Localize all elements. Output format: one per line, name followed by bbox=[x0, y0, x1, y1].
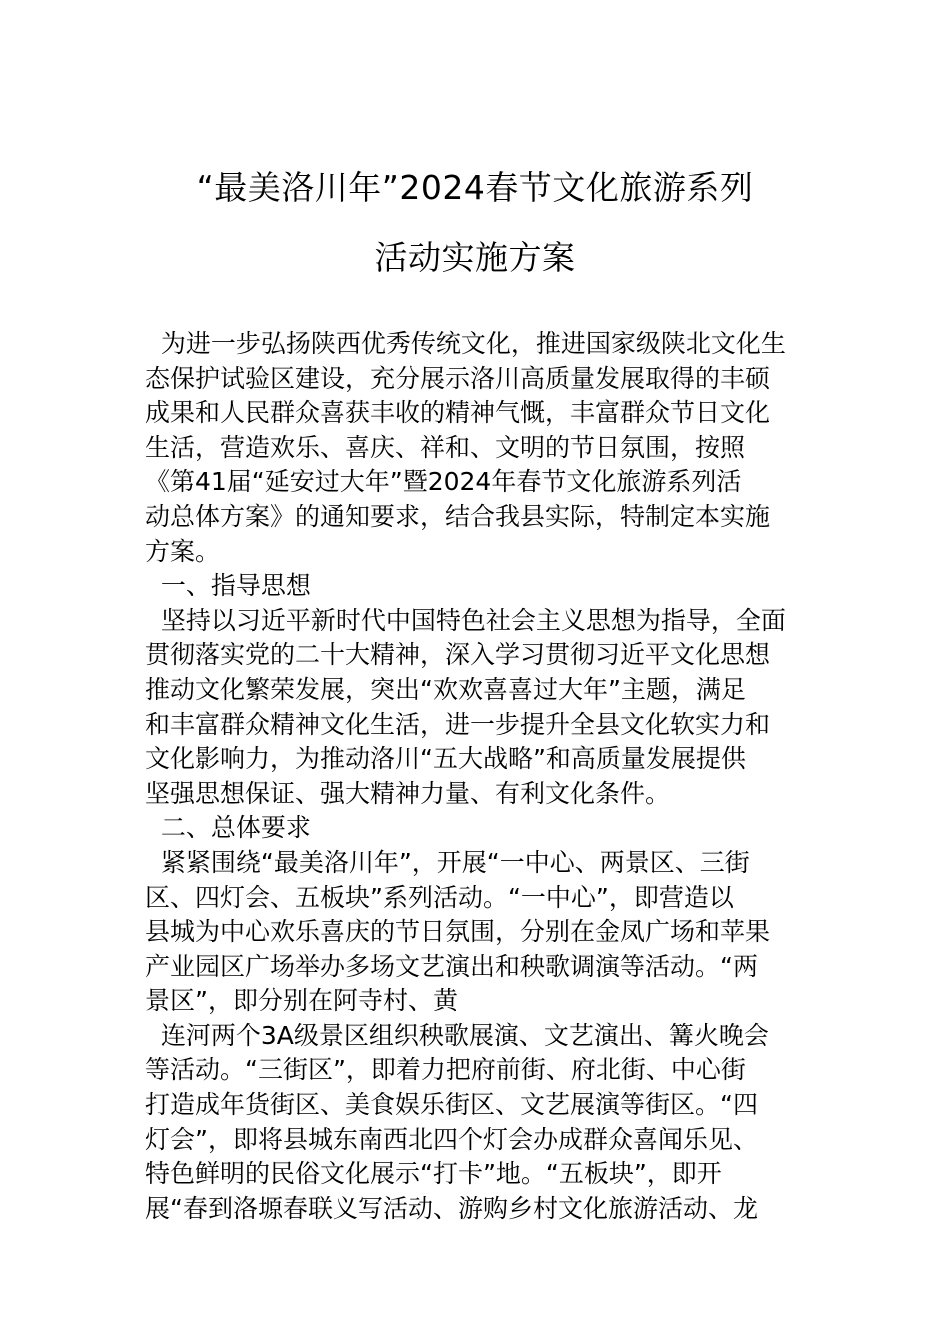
body-line: 县城为中心欢乐喜庆的节日氛围，分别在金凤广场和苹果 bbox=[145, 917, 771, 947]
document-title-line-2: 活动实施方案 bbox=[374, 238, 576, 277]
body-line: 坚强思想保证、强大精神力量、有利文化条件。 bbox=[145, 778, 671, 808]
body-line: 连河两个3A级景区组织秧歌展演、文艺演出、篝火晚会 bbox=[145, 1020, 769, 1050]
body-line: 展“春到洛塬春联义写活动、游购乡村文化旅游活动、龙 bbox=[145, 1193, 758, 1223]
body-line: 为进一步弘扬陕西优秀传统文化，推进国家级陕北文化生 bbox=[145, 329, 786, 358]
body-line: 坚持以习近平新时代中国特色社会主义思想为指导，全面 bbox=[145, 605, 786, 635]
document-body bbox=[145, 327, 815, 1226]
body-line: 灯会”，即将县城东南西北四个灯会办成群众喜闻乐见、 bbox=[145, 1124, 758, 1154]
body-line: 和丰富群众精神文化生活，进一步提升全县文化软实力和 bbox=[145, 709, 771, 739]
body-line: 特色鲜明的民俗文化展示“打卡”地。“五板块”，即开 bbox=[145, 1159, 722, 1189]
body-line: 一、指导思想 bbox=[145, 571, 311, 601]
body-line: 等活动。“三街区”，即着力把府前街、府北街、中心街 bbox=[145, 1055, 746, 1085]
document-title-line-1: “最美洛川年”2024春节文化旅游系列 bbox=[196, 168, 754, 207]
body-line: 动总体方案》的通知要求，结合我县实际，特制定本实施 bbox=[145, 501, 771, 531]
body-line: 文化影响力，为推动洛川“五大战略”和高质量发展提供 bbox=[145, 744, 746, 774]
body-line: 景区”，即分别在阿寺村、黄 bbox=[145, 986, 458, 1016]
body-line: 生活，营造欢乐、喜庆、祥和、文明的节日氛围，按照 bbox=[145, 432, 746, 462]
body-line: 成果和人民群众喜获丰收的精神气慨，丰富群众节日文化 bbox=[145, 398, 771, 428]
body-line: 二、总体要求 bbox=[145, 813, 311, 843]
body-line: 打造成年货街区、美食娱乐街区、文艺展演等街区。“四 bbox=[145, 1090, 758, 1120]
body-line: 紧紧围绕“最美洛川年”，开展“一中心、两景区、三街 bbox=[145, 847, 750, 877]
body-line: 推动文化繁荣发展，突出“欢欢喜喜过大年”主题，满足 bbox=[145, 674, 746, 704]
body-line: 态保护试验区建设，充分展示洛川高质量发展取得的丰硕 bbox=[145, 363, 771, 393]
body-line: 方案。 bbox=[145, 536, 221, 566]
body-line: 区、四灯会、五板块”系列活动。“一中心”，即营造以 bbox=[145, 882, 734, 912]
body-line: 《第41届“延安过大年”暨2024年春节文化旅游系列活 bbox=[145, 467, 742, 497]
body-line: 贯彻落实党的二十大精神，深入学习贯彻习近平文化思想 bbox=[145, 640, 771, 670]
body-line: 产业园区广场举办多场文艺演出和秧歌调演等活动。“两 bbox=[145, 951, 758, 981]
